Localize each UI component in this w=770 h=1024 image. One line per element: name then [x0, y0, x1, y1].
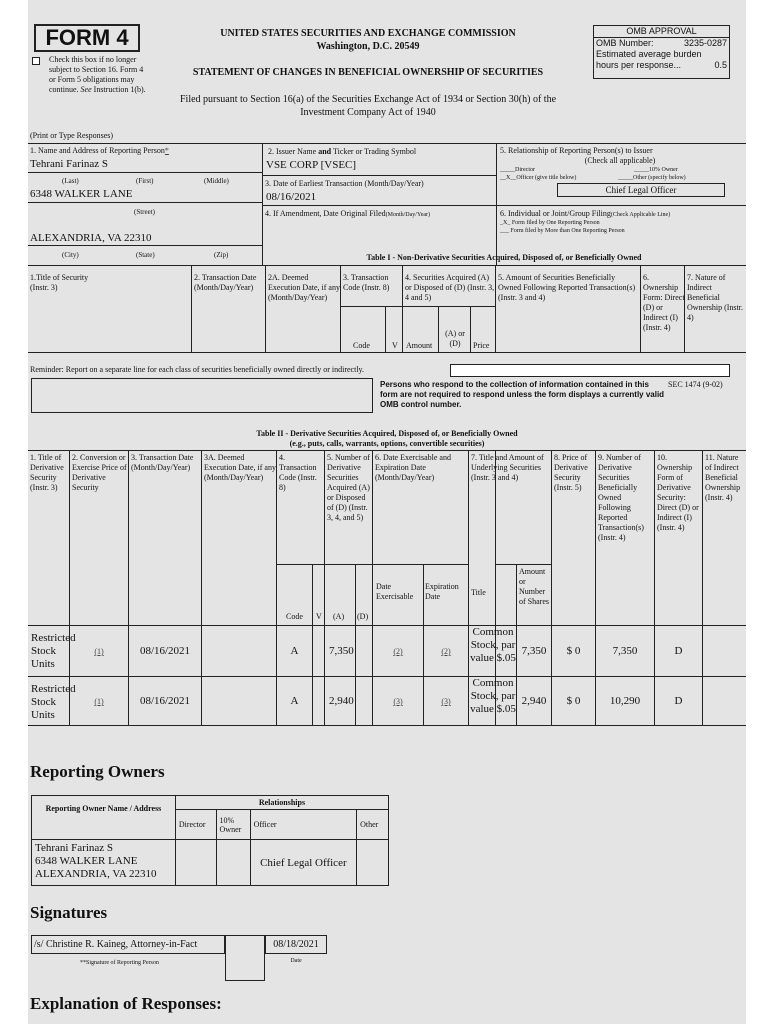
explanation-heading: Explanation of Responses: — [30, 994, 222, 1013]
table2-sub-code: Code — [286, 612, 303, 621]
row1-price: $ 0 — [566, 645, 581, 657]
table2-h10: 10. Ownership Form of Derivative Security: Direct (D) or Indirect (I) (Instr. 4) — [657, 453, 699, 532]
omb-notice: Persons who respond to the collection of information contained in this form are not required to respond unless the form displays a currently valid OMB control number. — [380, 380, 665, 409]
row2-owned: 10,290 — [609, 695, 641, 707]
table2-h7: 7. Title and Amount of Underlying Securities (Instr. 3 and 4) — [471, 453, 544, 482]
relationship-ten-pct[interactable]: _____10% Owner — [634, 167, 678, 173]
signature-date-box — [265, 935, 327, 954]
row1-date: 08/16/2021 — [139, 645, 191, 657]
sec-code: SEC 1474 (9-02) — [668, 380, 723, 389]
row2-title: Restricted Stock Units — [31, 683, 76, 721]
table2-h6: 6. Date Exercisable and Expiration Date (Month/Day/Year) — [375, 453, 451, 482]
table2-h9: 9. Number of Derivative Securities Beneficially Owned Following Reported Transaction(s) (Instr. 4) — [598, 453, 644, 542]
table1-col4: 4. Securities Acquired (A) or Disposed of (D) (Instr. 3, 4 and 5) — [405, 273, 495, 302]
table1-col2a: 2A. Deemed Execution Date, if any (Month/Day/Year) — [268, 273, 340, 302]
table1-sub-code: Code — [353, 341, 370, 350]
omb-approval-box — [593, 25, 730, 79]
reporting-person-street: 6348 WALKER LANE — [30, 188, 133, 200]
row2-expiration-footnote-link[interactable]: (3) — [441, 697, 451, 706]
row2-underlying-amount: 2,940 — [521, 695, 547, 707]
city-label: (City) — [62, 251, 79, 259]
issuer-name: VSE CORP [VSEC] — [266, 159, 357, 171]
table1-title: Table I - Non-Derivative Securities Acquired, Disposed of, or Beneficially Owned — [366, 253, 642, 262]
omb-number-row: OMB Number: 3235-0287 — [596, 38, 727, 48]
row1-expiration-footnote-link[interactable]: (2) — [441, 647, 451, 656]
filing-more-persons[interactable]: ___ Form filed by More than One Reporting Person — [500, 228, 625, 234]
table2-sub-v: V — [316, 612, 322, 621]
officer-title-box: Chief Legal Officer — [557, 183, 725, 197]
filing-one-person[interactable]: _X_ Form filed by One Reporting Person — [500, 220, 600, 226]
signature-date: 08/18/2021 — [273, 939, 319, 950]
signatures-heading: Signatures — [30, 903, 108, 922]
checkbox-note: Check this box if no longer subject to Section 16. Form 4 or Form 5 obligations may continue. See Instruction 1(b). — [49, 55, 146, 94]
row1-conv-footnote-link[interactable]: (1) — [94, 647, 104, 656]
ro-col-officer: Officer — [250, 810, 357, 840]
table2-sub-a: (A) — [333, 612, 345, 621]
row1-title: Restricted Stock Units — [31, 632, 76, 670]
ro-owner-officer: Chief Legal Officer — [250, 840, 357, 886]
reporting-owners-heading: Reporting Owners — [30, 762, 165, 781]
state-label: (State) — [136, 251, 155, 259]
omb-approval-title: OMB APPROVAL — [594, 26, 729, 38]
statement-title: STATEMENT OF CHANGES IN BENEFICIAL OWNERSHIP OF SECURITIES — [192, 67, 544, 78]
table2-sub-exercisable: Date Exercisable — [376, 582, 414, 601]
section16-checkbox[interactable] — [32, 57, 40, 65]
row2-date: 08/16/2021 — [139, 695, 191, 707]
relationship-label: 5. Relationship of Reporting Person(s) to Issuer — [500, 146, 653, 155]
table2-subtitle: (e.g., puts, calls, warrants, options, convertible securities) — [289, 439, 485, 448]
omb-burden: Estimated average burden — [596, 49, 702, 59]
amendment-label: 4. If Amendment, Date Original Filed(Month/Day/Year) — [265, 209, 431, 218]
signature-label: **Signature of Reporting Person — [80, 960, 159, 966]
first-label: (First) — [136, 177, 154, 185]
filed-pursuant-line1: Filed pursuant to Section 16(a) of the Securities Exchange Act of 1934 or Section 30(h) of the — [179, 94, 557, 105]
ro-relationships: Relationships — [175, 796, 388, 810]
row2-conv-footnote-link[interactable]: (1) — [94, 697, 104, 706]
row1-acquired: 7,350 — [329, 645, 354, 657]
table1-col7: 7. Nature of Indirect Beneficial Ownership (Instr. 4) — [687, 273, 743, 322]
earliest-date-label: 3. Date of Earliest Transaction (Month/Day/Year) — [265, 179, 424, 188]
row2-price: $ 0 — [566, 695, 581, 707]
table2-h4: 4. Transaction Code (Instr. 8) — [279, 453, 317, 492]
ro-col-ten-pct: 10% Owner — [216, 810, 250, 840]
table2-title: Table II - Derivative Securities Acquired, Disposed of, or Beneficially Owned — [256, 429, 518, 438]
row1-exercisable-footnote-link[interactable]: (2) — [393, 647, 403, 656]
relationship-officer[interactable]: __X__Officer (give title below) — [500, 175, 577, 181]
row1-underlying-title: Common Stock, par value $.05 — [470, 626, 516, 664]
table1-col3: 3. Transaction Code (Instr. 8) — [343, 273, 390, 292]
reporting-person-label: 1. Name and Address of Reporting Person* — [30, 146, 169, 155]
table2-sub-title: Title — [471, 588, 486, 597]
table2-sub-d: (D) — [357, 612, 369, 621]
agency-name: UNITED STATES SECURITIES AND EXCHANGE COMMISSION — [220, 28, 516, 39]
table1-col5: 5. Amount of Securities Beneficially Owned Following Reported Transaction(s) (Instr. 3 and 4) — [498, 273, 636, 302]
form-title-box — [34, 24, 140, 52]
zip-label: (Zip) — [214, 251, 229, 259]
table1-sub-amount: Amount — [406, 341, 433, 350]
row1-owned: 7,350 — [612, 645, 638, 657]
street-label: (Street) — [134, 208, 155, 216]
reminder-field — [450, 364, 730, 377]
table2-h5: 5. Number of Derivative Securities Acquired (A) or Disposed of (D) (Instr. 3, 4, and 5) — [327, 453, 370, 522]
agency-location: Washington, D.C. 20549 — [316, 41, 420, 52]
reporting-person-city: ALEXANDRIA, VA 22310 — [30, 232, 152, 244]
footnote-star-link[interactable]: * — [164, 146, 169, 155]
filed-pursuant-line2: Investment Company Act of 1940 — [300, 107, 436, 118]
table2-sub-expiration: Expiration Date — [425, 582, 459, 601]
ro-col-other: Other — [357, 810, 389, 840]
table2-sub-amount: Amount or Number of Shares — [519, 567, 549, 606]
table1-sub-aord: (A) or (D) — [445, 329, 465, 348]
ro-owner-address: Tehrani Farinaz S 6348 WALKER LANE ALEXANDRIA, VA 22310 — [32, 840, 176, 886]
issuer-label: 2. Issuer Name and Ticker or Trading Symbol — [268, 147, 417, 156]
signature-date-label: Date — [290, 958, 302, 964]
table2-h3a: 3A. Deemed Execution Date, if any (Month/Day/Year) — [204, 453, 276, 482]
row2-acquired: 2,940 — [329, 695, 354, 707]
table1-sub-v: V — [392, 341, 398, 350]
table2-h3: 3. Transaction Date (Month/Day/Year) — [131, 453, 194, 472]
ro-col-director: Director — [175, 810, 216, 840]
table1-col1: 1.Title of Security (Instr. 3) — [30, 273, 89, 292]
middle-label: (Middle) — [204, 177, 229, 185]
form-title: FORM 4 — [45, 25, 129, 50]
reporting-owners-table — [31, 795, 389, 886]
reminder-text: Reminder: Report on a separate line for each class of securities beneficially owned directly or indirectly. — [30, 365, 365, 374]
earliest-transaction-date: 08/16/2021 — [266, 191, 317, 203]
row2-form: D — [674, 695, 683, 707]
signature-box — [31, 935, 225, 954]
table2-h2: 2. Conversion or Exercise Price of Derivative Security — [72, 453, 127, 492]
signature-spacer-box — [225, 935, 265, 981]
table1-col2: 2. Transaction Date (Month/Day/Year) — [194, 273, 257, 292]
ro-col-name: Reporting Owner Name / Address — [32, 796, 176, 840]
table2-h11: 11. Nature of Indirect Beneficial Ownership (Instr. 4) — [705, 453, 741, 502]
form-page — [28, 0, 746, 1024]
row2-exercisable-footnote-link[interactable]: (3) — [393, 697, 403, 706]
signature-text: /s/ Christine R. Kaineg, Attorney-in-Fact — [34, 939, 198, 950]
last-label: (Last) — [62, 177, 79, 185]
row2-code: A — [290, 695, 299, 707]
table1-sub-price: Price — [473, 341, 490, 350]
relationship-other[interactable]: _____Other (specify below) — [618, 175, 686, 181]
table2-h1: 1. Title of Derivative Security (Instr. 3) — [30, 453, 64, 492]
row1-code: A — [290, 645, 299, 657]
relationship-check-all: (Check all applicable) — [584, 156, 656, 165]
row1-form: D — [674, 645, 683, 657]
print-type-note: (Print or Type Responses) — [30, 131, 114, 140]
table1-col6: 6. Ownership Form: Direct (D) or Indirect (I) (Instr. 4) — [643, 273, 685, 332]
row2-underlying-title: Common Stock, par value $.05 — [470, 677, 516, 715]
filing-label: 6. Individual or Joint/Group Filing(Check Applicable Line) — [500, 209, 671, 218]
relationship-director[interactable]: _____Director — [500, 167, 535, 173]
omb-hours-row: hours per response... 0.5 — [596, 60, 727, 70]
reminder-notes-box — [31, 378, 373, 413]
reporting-person-name: Tehrani Farinaz S — [30, 158, 109, 170]
table2-h8: 8. Price of Derivative Security (Instr. 5) — [554, 453, 588, 492]
row1-underlying-amount: 7,350 — [521, 645, 547, 657]
